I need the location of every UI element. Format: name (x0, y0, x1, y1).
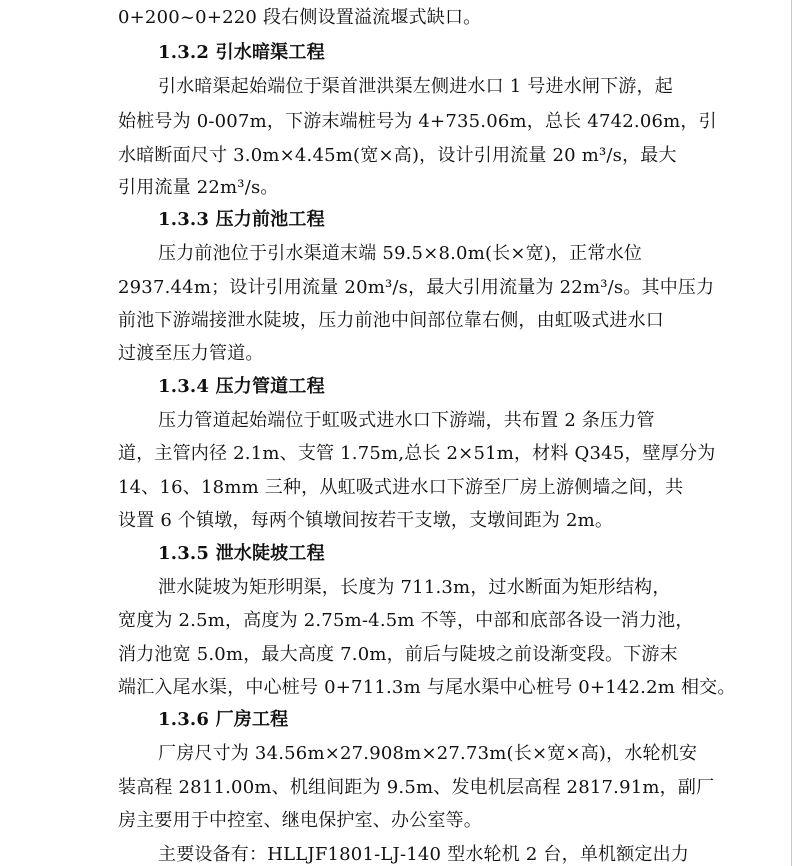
body-text-line: 厂房尺寸为 34.56m×27.908m×27.73m(长×宽×高)，水轮机安 (158, 743, 698, 764)
body-text-line: 端汇入尾水渠，中心桩号 0+711.3m 与尾水渠中心桩号 0+142.2m 相交。 (118, 677, 736, 698)
section-heading-1-3-2: 1.3.2 引水暗渠工程 (158, 42, 325, 63)
body-text-line: 水暗断面尺寸 3.0m×4.45m(宽×高)，设计引用流量 20 m³/s，最大 (118, 145, 677, 166)
body-text-line: 泄水陡坡为矩形明渠，长度为 711.3m，过水断面为矩形结构， (158, 577, 671, 598)
body-text-line: 道，主管内径 2.1m、支管 1.75m,总长 2×51m，材料 Q345，壁厚分为 (118, 443, 716, 464)
body-text-line: 引用流量 22m³/s。 (118, 177, 279, 198)
body-text-line: 前池下游端接泄水陡坡，压力前池中间部位靠右侧，由虹吸式进水口 (118, 310, 664, 331)
section-heading-1-3-3: 1.3.3 压力前池工程 (158, 209, 325, 230)
body-text-line: 压力管道起始端位于虹吸式进水口下游端，共布置 2 条压力管 (158, 410, 655, 431)
body-text-line: 宽度为 2.5m，高度为 2.75m-4.5m 不等，中部和底部各设一消力池， (118, 610, 694, 631)
section-heading-1-3-4: 1.3.4 压力管道工程 (158, 376, 325, 397)
body-text-line: 2937.44m；设计引用流量 20m³/s，最大引用流量为 22m³/s。其中压力 (118, 277, 715, 298)
body-text-line: 房主要用于中控室、继电保护室、办公室等。 (118, 810, 482, 831)
body-text-line: 0+200~0+220 段右侧设置溢流堰式缺口。 (118, 7, 482, 28)
body-text-line: 14、16、18mm 三种，从虹吸式进水口下游至厂房上游侧墙之间，共 (118, 477, 684, 498)
section-heading-1-3-6: 1.3.6 厂房工程 (158, 709, 289, 730)
body-text-line: 装高程 2811.00m、机组间距为 9.5m、发电机层高程 2817.91m，副厂 (118, 777, 715, 798)
body-text-line: 过渡至压力管道。 (118, 343, 264, 364)
body-text-line: 主要设备有：HLLJF1801-LJ-140 型水轮机 2 台，单机额定出力 (158, 844, 690, 865)
body-text-line: 设置 6 个镇墩，每两个镇墩间按若干支墩，支墩间距为 2m。 (118, 510, 614, 531)
section-heading-1-3-5: 1.3.5 泄水陡坡工程 (158, 543, 325, 564)
body-text-line: 引水暗渠起始端位于渠首泄洪渠左侧进水口 1 号进水闸下游，起 (158, 76, 673, 97)
body-text-line: 始桩号为 0-007m，下游末端桩号为 4+735.06m，总长 4742.06m，引 (118, 111, 717, 132)
page-margin-line (791, 0, 792, 866)
body-text-line: 消力池宽 5.0m，最大高度 7.0m，前后与陡坡之前设渐变段。下游末 (118, 644, 678, 665)
body-text-line: 压力前池位于引水渠道末端 59.5×8.0m(长×宽)，正常水位 (158, 243, 643, 264)
